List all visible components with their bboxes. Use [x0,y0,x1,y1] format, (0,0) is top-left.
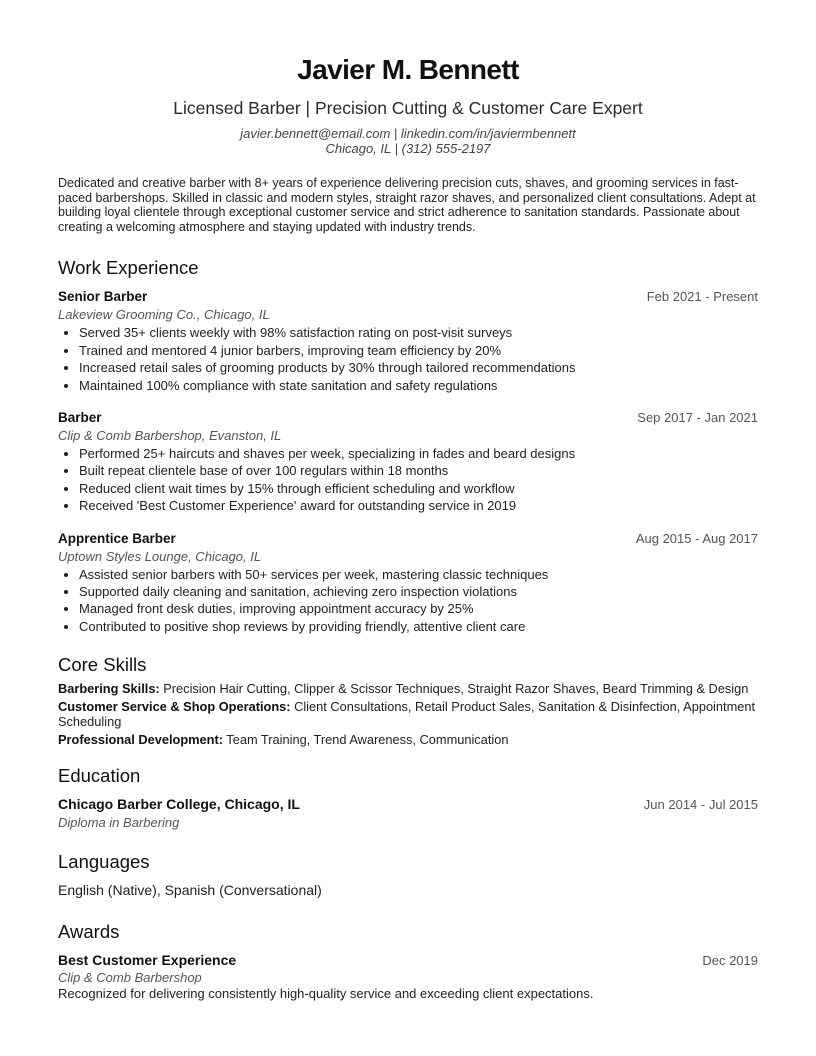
job-bullet: • Reduced client wait times by 15% through efficient scheduling and workflow [79,480,758,497]
award-date: Dec 2019 [702,953,758,969]
candidate-tagline: Licensed Barber | Precision Cutting & Customer Care Expert [173,98,643,118]
job-entry [58,288,758,394]
job-entry [58,530,758,636]
education-school: Chicago Barber College, Chicago, IL [58,796,300,813]
job-bullet: • Maintained 100% compliance with state sanitation and safety regulations [79,377,758,394]
job-title: Apprentice Barber [58,530,176,546]
skill-group [58,681,758,696]
section-title-awards: Awards [58,921,120,943]
section-title-core-skills: Core Skills [58,654,147,676]
job-entry [58,409,758,515]
award-title: Best Customer Experience [58,952,237,969]
job-bullet: • Built repeat clientele base of over 100 regulars within 18 months [79,462,758,479]
job-bullet: • Contributed to positive shop reviews by providing friendly, attentive client care [79,618,758,635]
skill-group [58,699,758,729]
skill-group-items: Team Training, Trend Awareness, Communication [222,732,509,748]
job-bullet: • Performed 25+ haircuts and shaves per week, specializing in fades and beard designs [79,445,758,462]
section-title-languages: Languages [58,851,150,873]
education-degree: Diploma in Barbering [58,815,180,831]
job-bullet: • Trained and mentored 4 junior barbers, improving team efficiency by 20% [79,342,758,359]
job-dates: Feb 2021 - Present [646,289,758,305]
awards-section [58,921,758,1001]
education-entry [58,795,758,831]
award-entry [58,951,758,1001]
job-bullet: • Managed front desk duties, improving appointment accuracy by 25% [79,600,758,617]
section-title-education: Education [58,765,141,787]
job-bullet: • Received 'Best Customer Experience' award for outstanding service in 2019 [79,497,758,514]
skill-group-items: Client Consultations, Retail Product Sales, Sanitation & Disinfection, Appointment Scheduling [58,699,756,730]
contact-line-location-phone: Chicago, IL | (312) 555-2197 [325,141,491,156]
job-title: Barber [58,410,102,425]
job-dates: Aug 2015 - Aug 2017 [635,530,758,546]
languages-list: English (Native), Spanish (Conversational) [58,882,322,899]
job-bullets [58,324,758,394]
job-dates: Sep 2017 - Jan 2021 [637,410,758,425]
job-bullets [58,566,758,636]
education-section [58,765,758,831]
languages-section [58,851,758,899]
work-experience-section [58,257,758,635]
award-description: Recognized for delivering consistently high-quality service and exceeding client expectations. [58,986,594,1002]
resume-header [58,0,758,156]
job-bullets [58,445,758,515]
core-skills-section [58,654,758,747]
contact-line-email-linkedin: javier.bennett@email.com | linkedin.com/in/javiermbennett [240,126,576,141]
award-organization: Clip & Comb Barbershop [58,970,202,986]
job-bullet: • Supported daily cleaning and sanitation, achieving zero inspection violations [79,583,758,600]
section-title-work-experience: Work Experience [58,257,199,279]
skill-group-items: Precision Hair Cutting, Clipper & Scissor Techniques, Straight Razor Shaves, Beard Trimming & Design [159,681,749,697]
candidate-name: Javier M. Bennett [297,54,519,85]
contact-info [58,126,758,156]
skills-list [58,681,758,747]
skill-group-label: Barbering Skills: [58,681,160,697]
job-company: Uptown Styles Lounge, Chicago, IL [58,548,262,564]
job-company: Clip & Comb Barbershop, Evanston, IL [58,428,282,443]
job-bullet: • Increased retail sales of grooming products by 30% through tailored recommendations [79,359,758,376]
skill-group-label: Customer Service & Shop Operations: [58,699,291,715]
job-bullet: • Served 35+ clients weekly with 98% satisfaction rating on post-visit surveys [79,324,758,341]
skill-group-label: Professional Development: [58,732,223,748]
job-bullet: • Assisted senior barbers with 50+ services per week, mastering classic techniques [79,566,758,583]
job-company: Lakeview Grooming Co., Chicago, IL [58,307,270,323]
job-title: Senior Barber [58,289,148,305]
professional-summary: Dedicated and creative barber with 8+ years of experience delivering precision cuts, shaves, and grooming services in fast-paced barbershops. Skilled in classic and modern styles, straight razor shaves, and personalized client consultations. Adept at building loyal clientele through exceptional customer service and strict adherence to sanitation standards. Passionate about creating a welcoming atmosphere and staying updated with industry trends. [58,176,756,234]
education-dates: Jun 2014 - Jul 2015 [643,797,758,813]
skill-group [58,732,758,747]
